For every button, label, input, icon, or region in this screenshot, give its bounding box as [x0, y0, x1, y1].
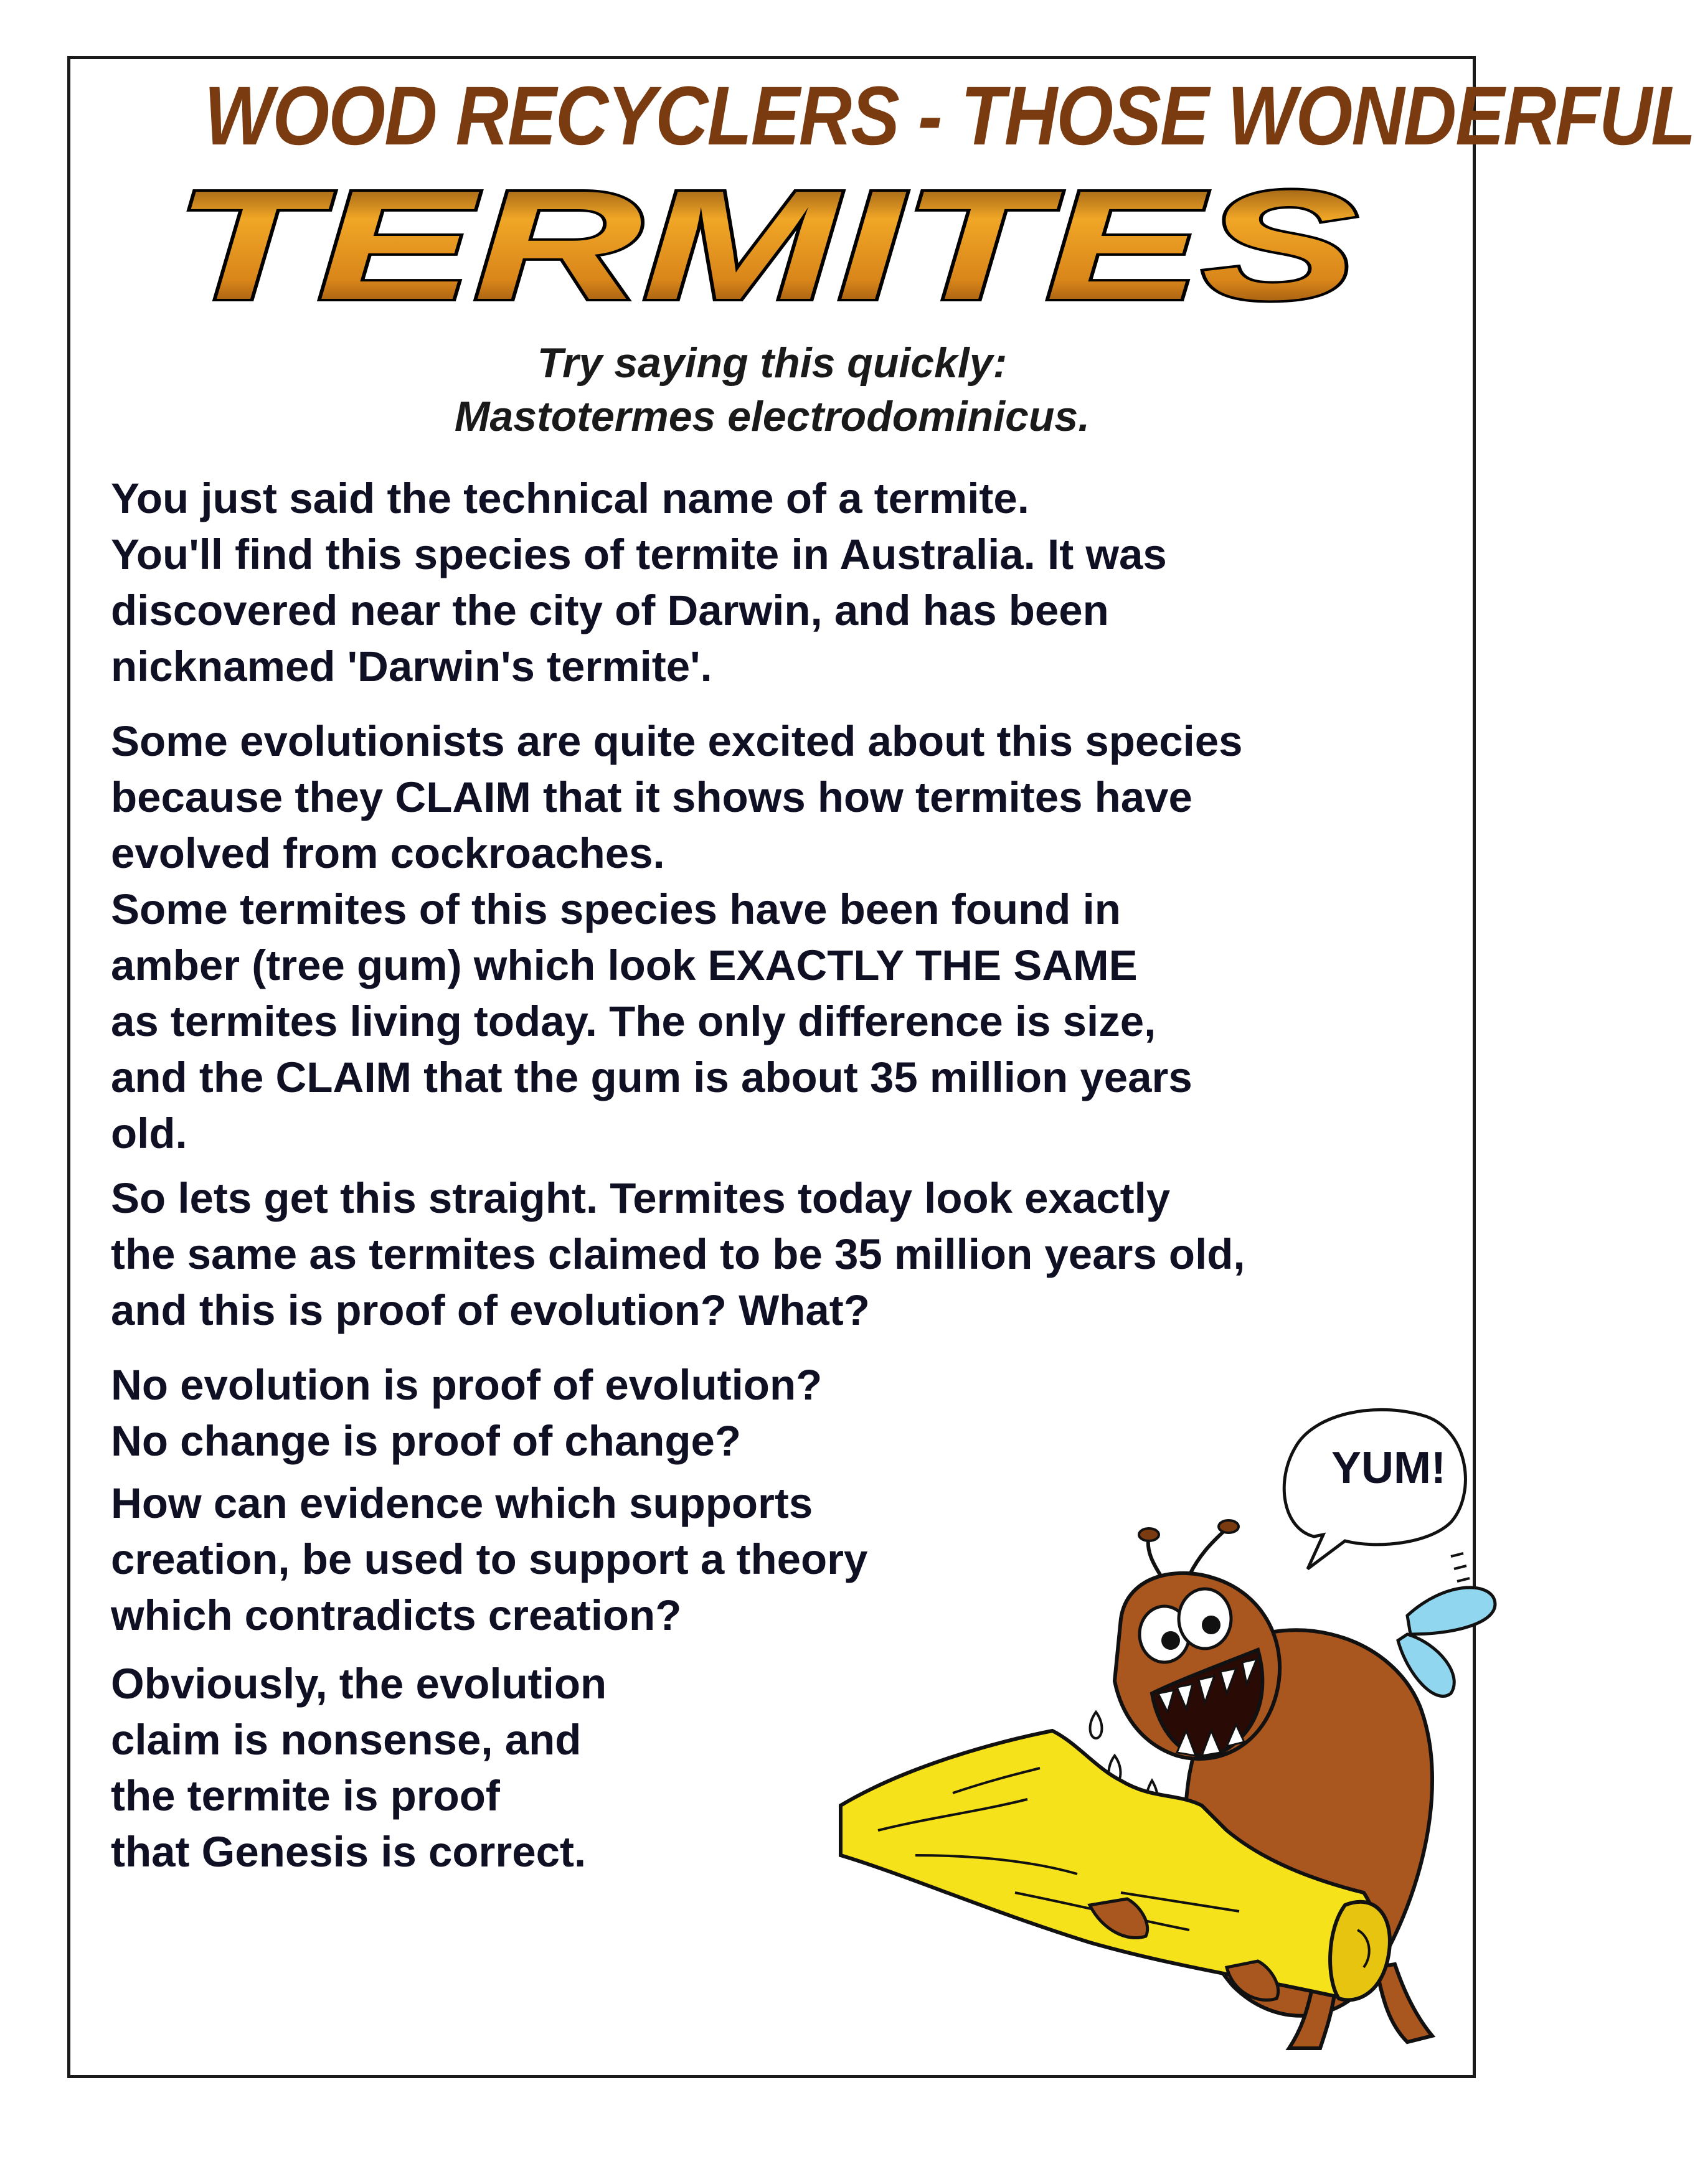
- title-line-1: WOOD RECYCLERS - THOSE WONDERFUL: [204, 70, 1695, 162]
- subtitle-line-2: Mastotermes electrodominicus.: [454, 393, 1090, 440]
- paragraph-amber: Some evolutionists are quite excited about this species because they CLAIM that it shows how termites have evolved from cockroaches. Some termites of this species have been found in amber (tree gum) which look EXACTLY THE SAME as termites living today. The only difference is size, and the CLAIM that the gum is about 35 million years old.: [111, 717, 1243, 1157]
- paragraph-straight: So lets get this straight. Termites today look exactly the same as termites claimed to be 35 million years old, and this is proof of evolution? What?: [111, 1174, 1245, 1334]
- speech-bubble-text: YUM!: [1331, 1443, 1446, 1493]
- termite-illustration: [828, 1507, 1501, 2061]
- title-line-2: TERMITES: [174, 158, 1357, 332]
- motion-lines: [1451, 1553, 1470, 1581]
- paragraph-no-evolution: No evolution is proof of evolution? No change is proof of change?: [111, 1361, 823, 1465]
- paragraph-conclusion: Obviously, the evolution claim is nonsense, and the termite is proof that Genesis is correct.: [111, 1660, 607, 1876]
- title-termites-logo: [162, 158, 1370, 332]
- wing: [1398, 1588, 1495, 1697]
- paragraph-evidence: How can evidence which supports creation, be used to support a theory which contradicts creation?: [111, 1479, 868, 1639]
- paragraph-intro: You just said the technical name of a termite. You'll find this species of termite in Australia. It was discovered near the city of Darwin, and has been nicknamed 'Darwin's termite'.: [111, 474, 1167, 690]
- subtitle: [187, 336, 1357, 443]
- subtitle-line-1: Try saying this quickly:: [537, 339, 1008, 387]
